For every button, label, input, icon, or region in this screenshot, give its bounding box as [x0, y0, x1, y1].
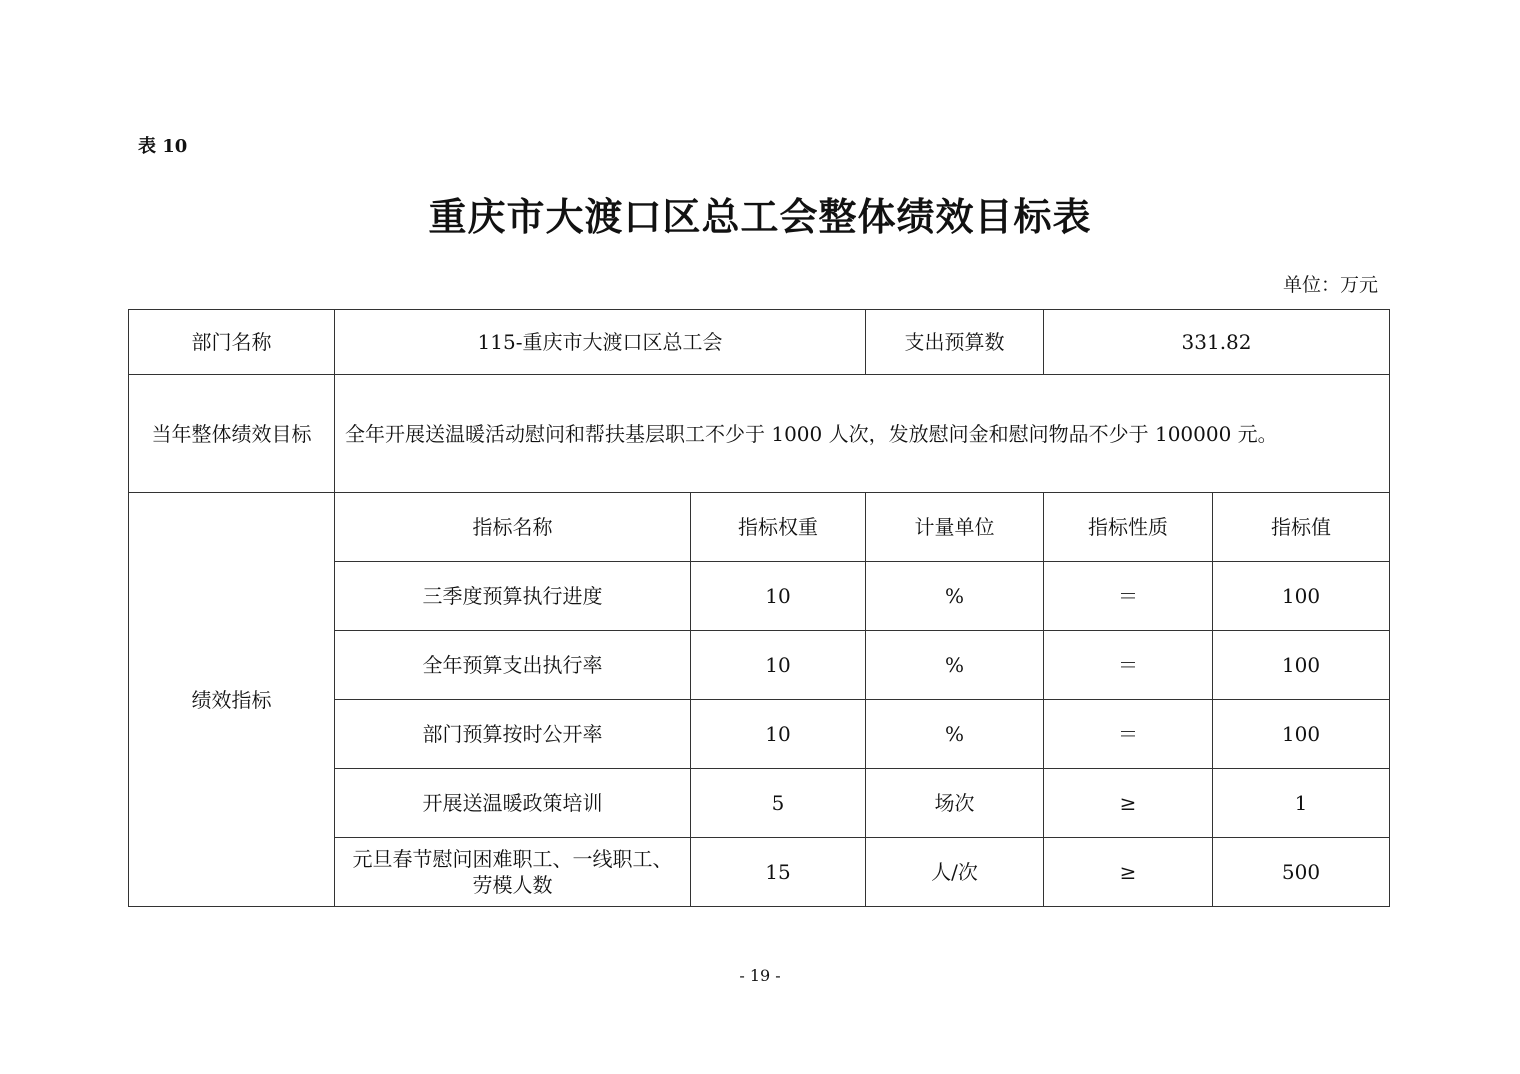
indicator-nature: ≥	[1044, 838, 1213, 907]
indicator-nature: ＝	[1044, 700, 1213, 769]
indicator-unit: %	[866, 700, 1044, 769]
indicator-name	[335, 838, 691, 907]
column-header-name: 指标名称	[335, 493, 691, 562]
indicator-nature: ＝	[1044, 562, 1213, 631]
dept-label: 部门名称	[129, 310, 335, 375]
indicator-weight: 10	[691, 700, 866, 769]
indicator-unit: 人/次	[866, 838, 1044, 907]
unit-label: 单位：万元	[1282, 274, 1378, 296]
indicator-unit: %	[866, 562, 1044, 631]
indicators-label: 绩效指标	[129, 493, 335, 907]
budget-value: 331.82	[1044, 310, 1390, 375]
table-row-header	[129, 493, 1390, 562]
table-row-goal	[129, 375, 1390, 493]
indicator-value: 100	[1213, 631, 1390, 700]
indicator-value: 100	[1213, 562, 1390, 631]
indicator-weight: 5	[691, 769, 866, 838]
indicator-weight: 15	[691, 838, 866, 907]
indicator-unit: %	[866, 631, 1044, 700]
indicator-unit: 场次	[866, 769, 1044, 838]
dept-value: 115-重庆市大渡口区总工会	[335, 310, 866, 375]
indicator-value: 500	[1213, 838, 1390, 907]
column-header-nature: 指标性质	[1044, 493, 1213, 562]
indicator-name-line: 劳模人数	[472, 873, 553, 897]
goal-label: 当年整体绩效目标	[129, 375, 335, 493]
goal-value: 全年开展送温暖活动慰问和帮扶基层职工不少于 1000 人次，发放慰问金和慰问物品不少于 100000 元。	[335, 375, 1390, 493]
table-number: 表 10	[138, 136, 188, 157]
indicator-name: 部门预算按时公开率	[335, 700, 691, 769]
indicator-value: 100	[1213, 700, 1390, 769]
table-row-dept	[129, 310, 1390, 375]
indicator-value: 1	[1213, 769, 1390, 838]
indicator-name: 全年预算支出执行率	[335, 631, 691, 700]
indicator-name-line: 元旦春节慰问困难职工、一线职工、	[352, 847, 673, 871]
column-header-value: 指标值	[1213, 493, 1390, 562]
indicator-nature: ≥	[1044, 769, 1213, 838]
indicator-weight: 10	[691, 631, 866, 700]
budget-label: 支出预算数	[866, 310, 1044, 375]
page-number: - 19 -	[739, 966, 781, 985]
indicator-name: 开展送温暖政策培训	[335, 769, 691, 838]
indicator-name: 三季度预算执行进度	[335, 562, 691, 631]
performance-table	[128, 309, 1390, 907]
column-header-weight: 指标权重	[691, 493, 866, 562]
indicator-nature: ＝	[1044, 631, 1213, 700]
column-header-unit: 计量单位	[866, 493, 1044, 562]
page-title: 重庆市大渡口区总工会整体绩效目标表	[428, 194, 1092, 239]
indicator-weight: 10	[691, 562, 866, 631]
